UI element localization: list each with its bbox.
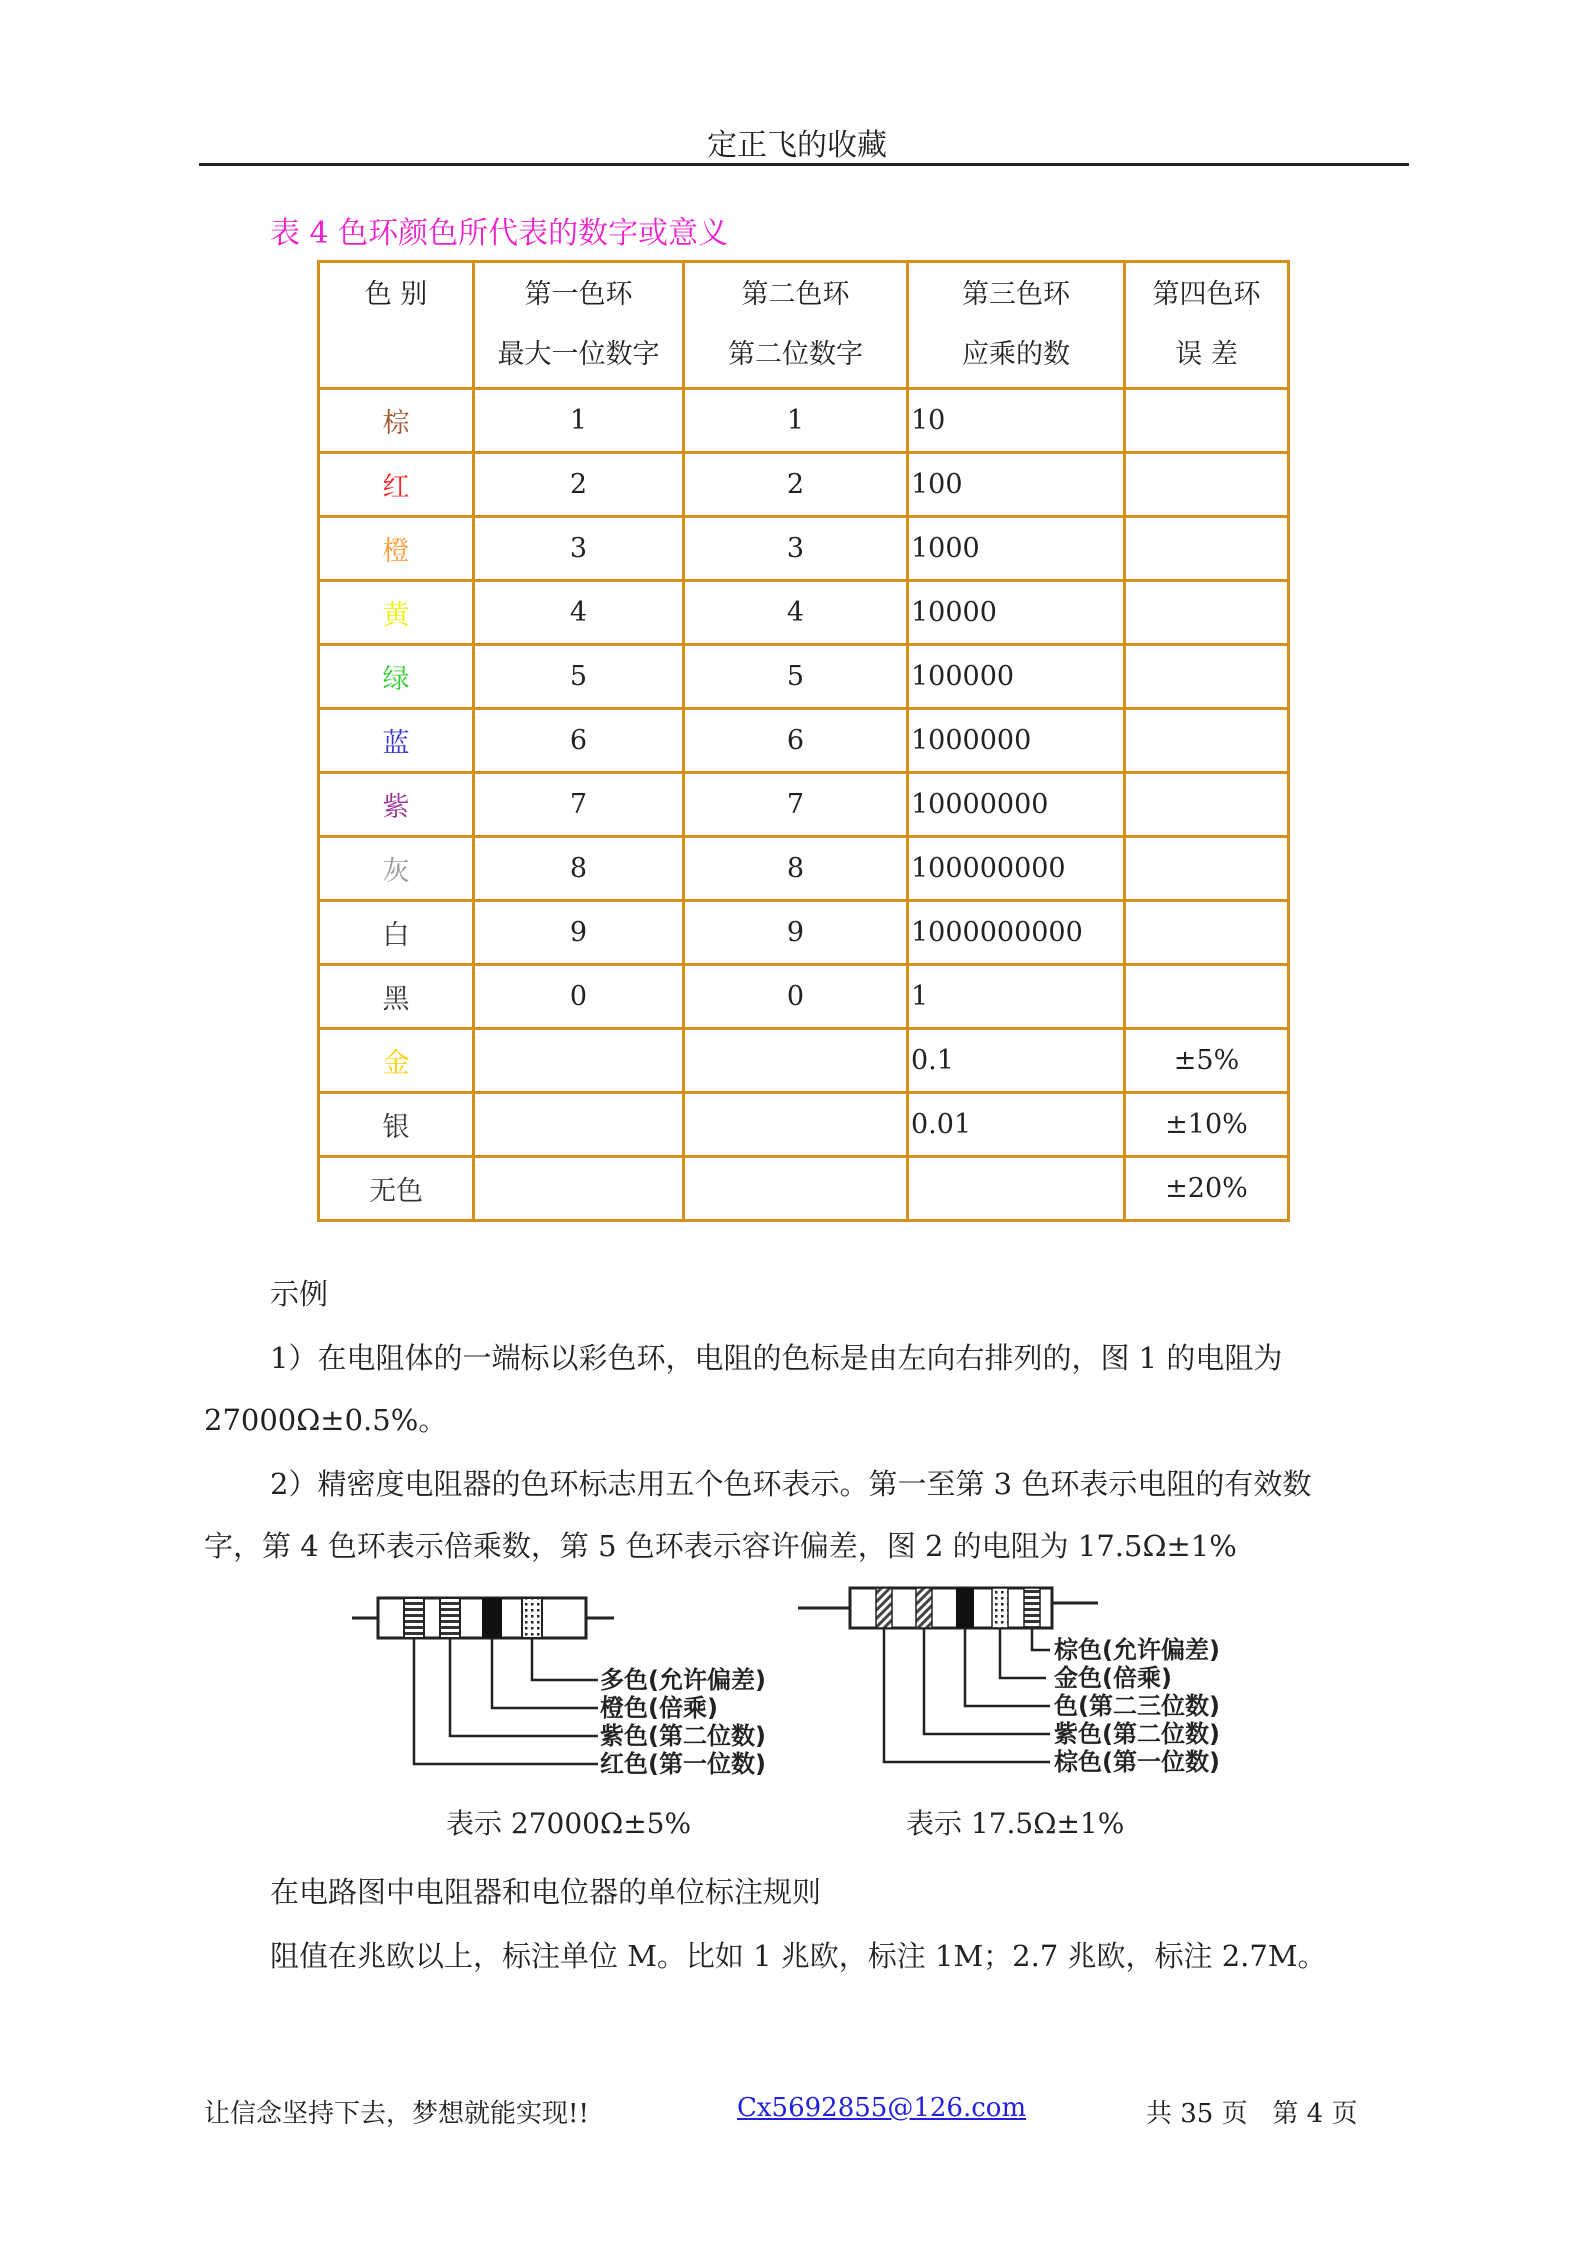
tolerance-cell [1125,453,1289,517]
color-name-cell: 金 [319,1029,474,1093]
table-row [319,389,1289,453]
header-line: 第四色环 [1152,279,1261,310]
figure2-label: 金色(倍乘) [1054,1664,1172,1692]
multiplier-cell: 10000 [908,581,1125,645]
color-name-cell: 黑 [319,965,474,1029]
header-line: 色 别 [364,279,428,310]
footer-email-link[interactable]: Cx5692855@126.com [737,2093,1027,2123]
second-digit-cell [684,1093,908,1157]
multiplier-cell: 100 [908,453,1125,517]
footer-motto: 让信念坚持下去，梦想就能实现!! [204,2099,589,2129]
table-header-row [319,262,1289,389]
multiplier-cell: 100000000 [908,837,1125,901]
table-title: 表 4 色环颜色所代表的数字或意义 [270,216,729,251]
first-digit-cell: 7 [474,773,684,837]
first-digit-cell [474,1157,684,1221]
second-digit-cell: 5 [684,645,908,709]
tolerance-cell: ±10% [1125,1093,1289,1157]
paragraph-2-line-1: 2）精密度电阻器的色环标志用五个色环表示。第一至第 3 色环表示电阻的有效数 [270,1467,1312,1501]
color-code-table [317,260,1290,1222]
tolerance-cell [1125,389,1289,453]
multiplier-cell: 0.1 [908,1029,1125,1093]
second-digit-cell: 3 [684,517,908,581]
first-digit-cell [474,1029,684,1093]
color-name-cell: 无色 [319,1157,474,1221]
header-cell [684,262,908,389]
first-digit-cell: 4 [474,581,684,645]
second-digit-cell: 7 [684,773,908,837]
leader-lines [884,1628,1050,1762]
color-name-cell: 紫 [319,773,474,837]
color-name-cell: 灰 [319,837,474,901]
second-digit-cell: 1 [684,389,908,453]
first-digit-cell: 0 [474,965,684,1029]
table-row [319,1157,1289,1221]
tolerance-cell [1125,581,1289,645]
second-digit-cell: 6 [684,709,908,773]
header-cell [1125,262,1289,389]
leader-lines [414,1638,598,1764]
paragraph-2-line-2: 字，第 4 色环表示倍乘数，第 5 色环表示容许偏差，图 2 的电阻为 17.5Ω±1% [204,1529,1237,1563]
second-digit-cell: 4 [684,581,908,645]
tolerance-cell [1125,965,1289,1029]
header-line: 第一色环 [524,279,633,310]
second-digit-cell: 9 [684,901,908,965]
header-line: 第二位数字 [728,339,863,370]
first-digit-cell: 5 [474,645,684,709]
multiplier-cell: 1000 [908,517,1125,581]
tolerance-cell [1125,901,1289,965]
resistor-figure-1 [350,1590,800,1775]
tolerance-cell [1125,773,1289,837]
table-row [319,965,1289,1029]
first-digit-cell [474,1093,684,1157]
first-digit-cell: 2 [474,453,684,517]
header-line: 误 差 [1175,339,1238,370]
resistor-figure-2 [796,1578,1276,1783]
color-name-cell: 棕 [319,389,474,453]
multiplier-cell [908,1157,1125,1221]
header-cell [474,262,684,389]
figure2-label: 色(第二三位数) [1054,1692,1220,1720]
second-digit-cell: 2 [684,453,908,517]
table-row [319,645,1289,709]
color-name-cell: 银 [319,1093,474,1157]
figure2-label: 棕色(第一位数) [1054,1748,1220,1776]
table-row [319,709,1289,773]
second-digit-cell: 0 [684,965,908,1029]
multiplier-cell: 1000000000 [908,901,1125,965]
table-row [319,773,1289,837]
figure1-label: 橙色(倍乘) [600,1694,718,1722]
tolerance-cell: ±5% [1125,1029,1289,1093]
table-row [319,1093,1289,1157]
paragraph-1-line-2: 27000Ω±0.5%。 [204,1403,448,1437]
table-row [319,517,1289,581]
table-row [319,1029,1289,1093]
header-line: 最大一位数字 [497,339,660,370]
figure2-label: 棕色(允许偏差) [1054,1636,1220,1664]
header-cell [908,262,1125,389]
header-cell [319,262,474,389]
tolerance-cell [1125,837,1289,901]
header-line: 第二色环 [741,279,850,310]
first-digit-cell: 9 [474,901,684,965]
multiplier-cell: 1 [908,965,1125,1029]
figure1-label: 多色(允许偏差) [600,1666,766,1694]
resistor-body [352,1598,614,1638]
table-row [319,837,1289,901]
first-digit-cell: 8 [474,837,684,901]
page-header-title: 定正飞的收藏 [707,128,887,163]
figure1-label: 紫色(第二位数) [600,1722,766,1750]
multiplier-cell: 10 [908,389,1125,453]
second-digit-cell [684,1157,908,1221]
color-name-cell: 黄 [319,581,474,645]
paragraph-3: 在电路图中电阻器和电位器的单位标注规则 [270,1875,822,1909]
first-digit-cell: 3 [474,517,684,581]
paragraph-1-line-1: 1）在电阻体的一端标以彩色环，电阻的色标是由左向右排列的，图 1 的电阻为 [270,1341,1283,1375]
color-name-cell: 橙 [319,517,474,581]
color-name-cell: 绿 [319,645,474,709]
paragraph-4: 阻值在兆欧以上，标注单位 M。比如 1 兆欧，标注 1M；2.7 兆欧，标注 2.7M。 [270,1939,1327,1973]
multiplier-cell: 1000000 [908,709,1125,773]
example-heading: 示例 [270,1277,329,1311]
figure2-caption: 表示 17.5Ω±1% [906,1807,1125,1840]
header-divider [199,163,1409,166]
figure1-label: 红色(第一位数) [600,1750,766,1775]
first-digit-cell: 1 [474,389,684,453]
tolerance-cell [1125,645,1289,709]
second-digit-cell: 8 [684,837,908,901]
color-name-cell: 蓝 [319,709,474,773]
footer-page-count: 共 35 页 第 4 页 [1146,2099,1358,2129]
header-line: 应乘的数 [962,339,1070,370]
second-digit-cell [684,1029,908,1093]
color-name-cell: 红 [319,453,474,517]
tolerance-cell [1125,517,1289,581]
color-name-cell: 白 [319,901,474,965]
resistor-body [798,1588,1098,1628]
multiplier-cell: 10000000 [908,773,1125,837]
first-digit-cell: 6 [474,709,684,773]
multiplier-cell: 0.01 [908,1093,1125,1157]
figure2-label: 紫色(第二位数) [1054,1720,1220,1748]
tolerance-cell: ±20% [1125,1157,1289,1221]
tolerance-cell [1125,709,1289,773]
header-line: 第三色环 [962,279,1070,310]
table-row [319,453,1289,517]
figure1-caption: 表示 27000Ω±5% [446,1807,692,1840]
multiplier-cell: 100000 [908,645,1125,709]
table-row [319,901,1289,965]
table-row [319,581,1289,645]
